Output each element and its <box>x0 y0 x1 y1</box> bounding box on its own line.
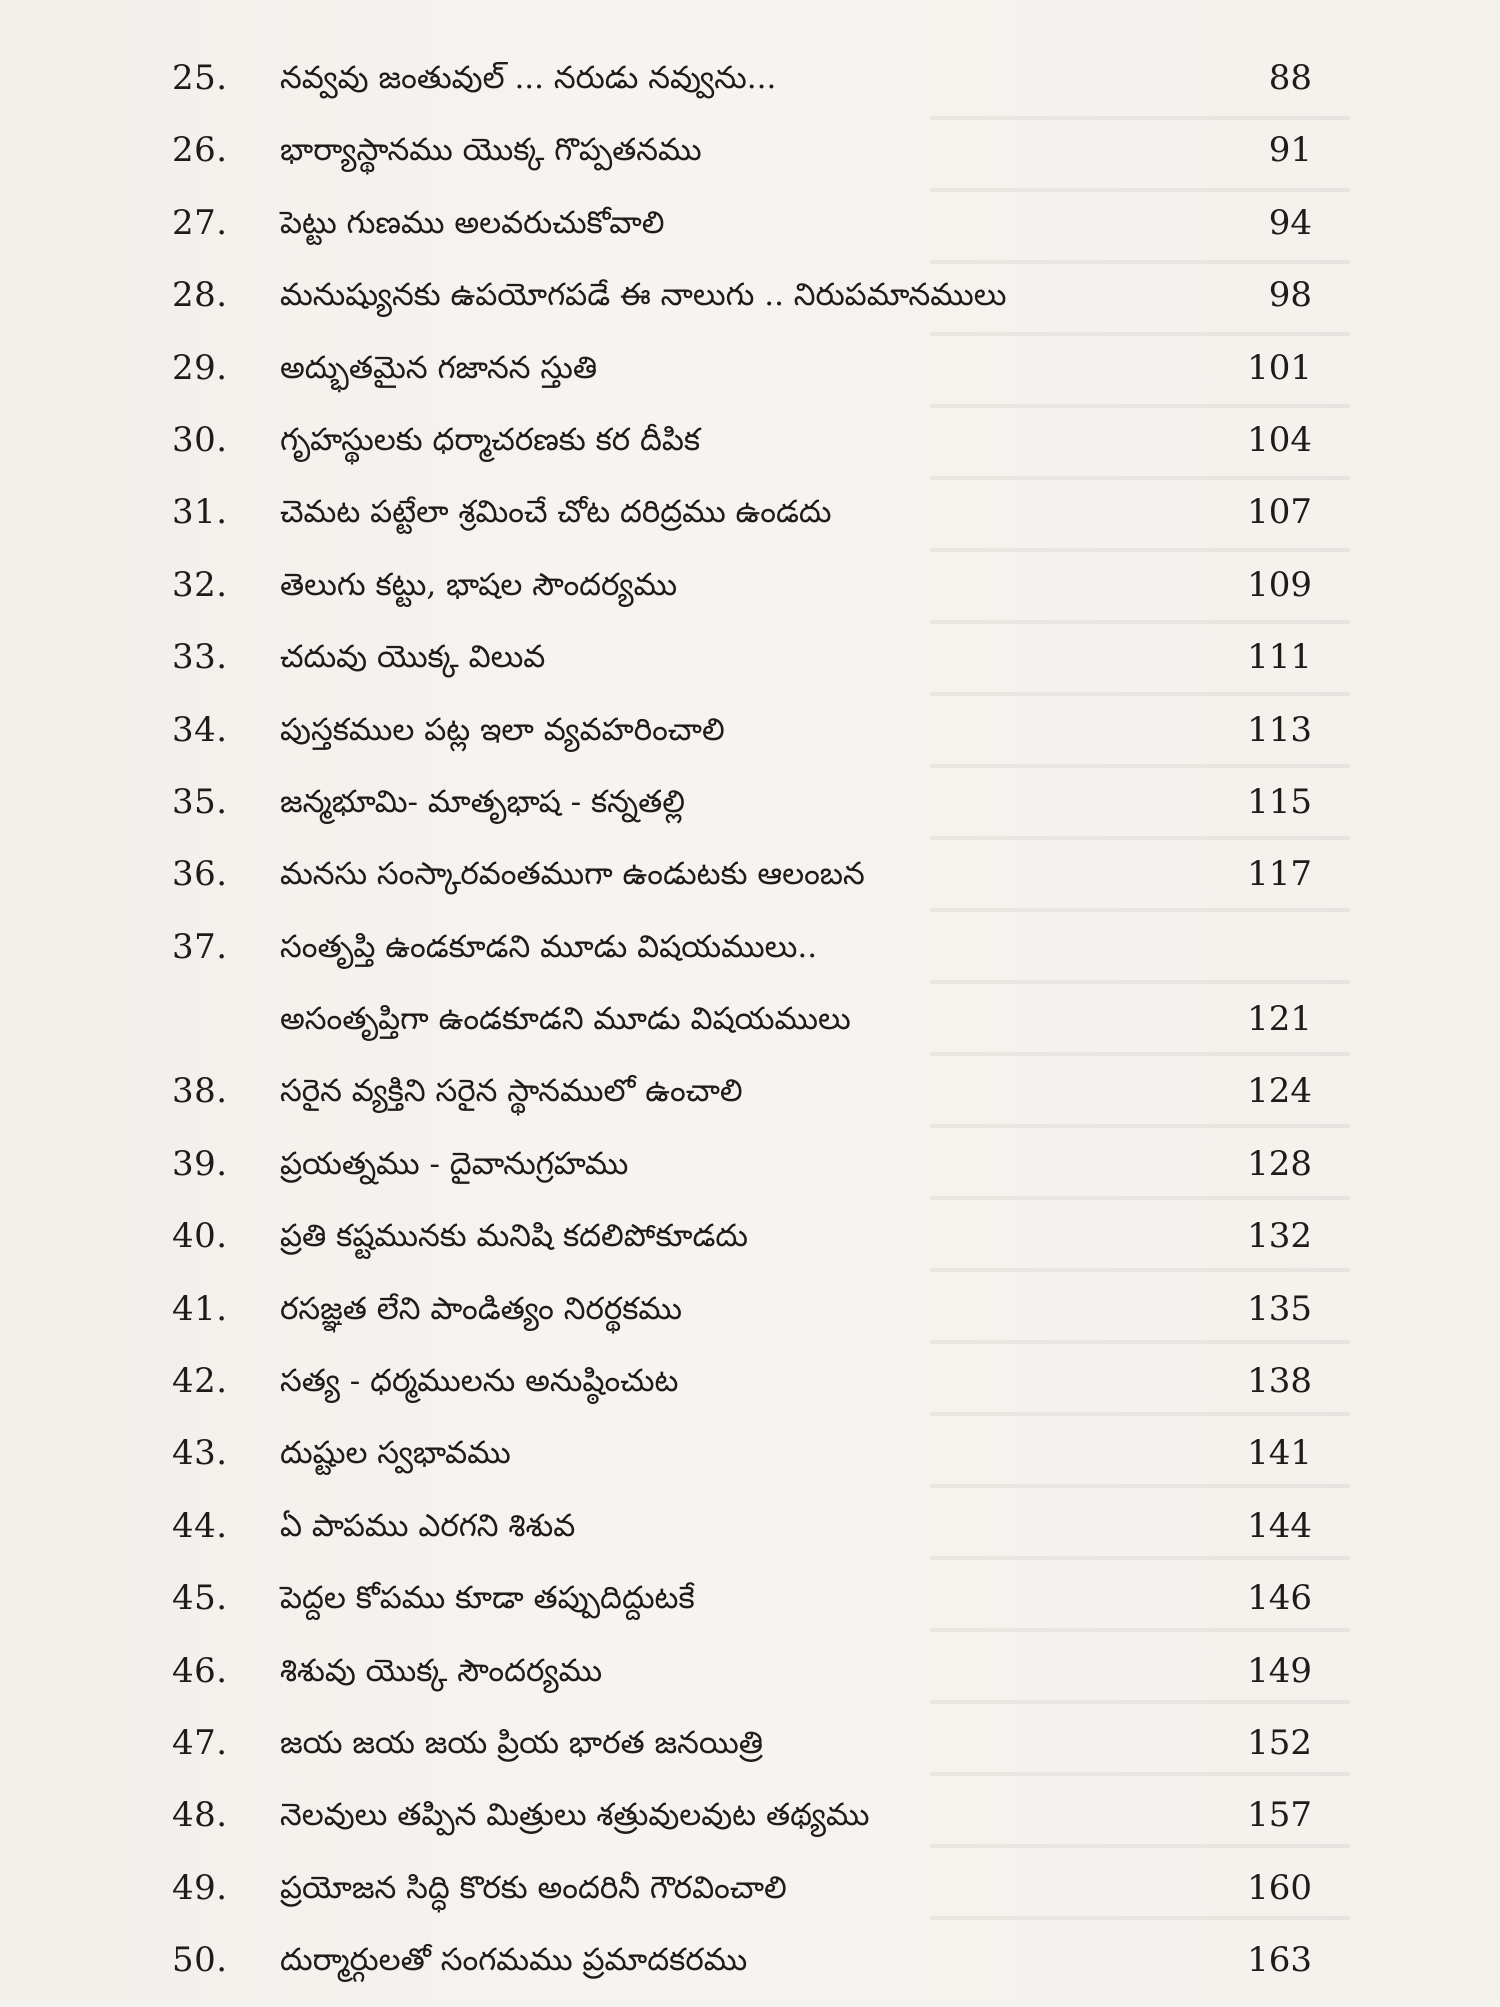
entry-title: ప్రయత్నము - దైవానుగ్రహము <box>280 1145 629 1182</box>
entry-number: 28. <box>172 275 228 316</box>
entry-title: శిశువు యొక్క సౌందర్యము <box>280 1652 603 1689</box>
entry-page-number: 128 <box>1247 1143 1312 1184</box>
toc-entry <box>0 921 1500 993</box>
entry-number: 38. <box>172 1071 228 1112</box>
toc-entry <box>0 1862 1500 1934</box>
toc-entry <box>0 124 1500 196</box>
toc-entry <box>0 631 1500 703</box>
entry-title: సత్య - ధర్మములను అనుష్ఠించుట <box>280 1363 679 1400</box>
entry-number: 35. <box>172 781 228 822</box>
entry-page-number: 152 <box>1247 1722 1312 1763</box>
entry-page-number: 135 <box>1247 1288 1312 1329</box>
entry-title: పెద్దల కోపము కూడా తప్పుదిద్దుటకే <box>280 1580 695 1617</box>
toc-entry <box>0 1065 1500 1137</box>
entry-number: 43. <box>172 1433 228 1474</box>
entry-page-number: 91 <box>1268 130 1312 171</box>
entry-page-number: 138 <box>1247 1361 1312 1402</box>
entry-number: 32. <box>172 564 228 605</box>
entry-page-number: 98 <box>1268 275 1312 316</box>
entry-title: పెట్టు గుణము అలవరుచుకోవాలి <box>280 204 665 241</box>
entry-page-number: 88 <box>1268 58 1312 98</box>
entry-page-number: 121 <box>1247 999 1312 1040</box>
toc-entry <box>0 776 1500 848</box>
entry-page-number: 146 <box>1247 1578 1312 1619</box>
toc-entry <box>0 1934 1500 2006</box>
entry-page-number: 157 <box>1247 1795 1312 1836</box>
entry-page-number: 117 <box>1247 854 1312 895</box>
toc-entry <box>0 993 1500 1065</box>
toc-entry <box>0 1645 1500 1717</box>
entry-number: 30. <box>172 419 228 460</box>
entry-title: అసంతృప్తిగా ఉండకూడని మూడు విషయములు <box>280 1001 851 1038</box>
entry-number: 45. <box>172 1578 228 1619</box>
entry-number: 39. <box>172 1143 228 1184</box>
entry-number: 44. <box>172 1505 228 1546</box>
entry-number: 47. <box>172 1722 228 1763</box>
entry-page-number: 101 <box>1247 347 1312 388</box>
entry-title: సంతృప్తి ఉండకూడని మూడు విషయములు.. <box>280 928 818 965</box>
entry-number: 49. <box>172 1867 228 1908</box>
entry-title: జన్మభూమి- మాతృభాష - కన్నతల్లి <box>280 783 685 820</box>
entry-title: చదువు యొక్క విలువ <box>280 639 546 676</box>
entry-page-number: 149 <box>1247 1650 1312 1691</box>
entry-number: 27. <box>172 202 228 243</box>
entry-page-number: 104 <box>1247 419 1312 460</box>
entry-page-number: 163 <box>1247 1940 1312 1981</box>
entry-page-number: 132 <box>1247 1216 1312 1257</box>
entry-page-number: 160 <box>1247 1867 1312 1908</box>
entry-number: 36. <box>172 854 228 895</box>
toc-entry <box>0 704 1500 776</box>
entry-number: 29. <box>172 347 228 388</box>
entry-number: 46. <box>172 1650 228 1691</box>
entry-page-number: 109 <box>1247 564 1312 605</box>
toc-entry <box>0 1427 1500 1499</box>
entry-number: 37. <box>172 926 228 967</box>
entry-title: ప్రయోజన సిద్ధి కొరకు అందరినీ గౌరవించాలి <box>280 1869 787 1906</box>
entry-title: జయ జయ జయ ప్రియ భారత జనయిత్రి <box>280 1724 764 1761</box>
entry-title: రసజ్ఞత లేని పాండిత్యం నిరర్థకము <box>280 1290 682 1327</box>
entry-title: భార్యాస్థానము యొక్క గొప్పతనము <box>280 132 702 169</box>
toc-entry <box>0 486 1500 558</box>
entry-number: 48. <box>172 1795 228 1836</box>
entry-number: 26. <box>172 130 228 171</box>
table-of-contents <box>0 52 1500 2007</box>
toc-entry <box>0 342 1500 414</box>
entry-page-number: 107 <box>1247 492 1312 533</box>
entry-title: ప్రతి కష్టమునకు మనిషి కదలిపోకూడదు <box>280 1218 748 1255</box>
entry-number: 34. <box>172 709 228 750</box>
toc-entry <box>0 52 1500 124</box>
toc-entry <box>0 414 1500 486</box>
entry-title: సరైన వ్యక్తిని సరైన స్థానములో ఉంచాలి <box>280 1073 743 1110</box>
entry-title: నెలవులు తప్పిన మిత్రులు శత్రువులవుట తథ్యము <box>280 1797 870 1834</box>
entry-page-number: 111 <box>1247 637 1312 678</box>
entry-title: చెమట పట్టేలా శ్రమించే చోట దరిద్రము ఉండదు <box>280 494 832 531</box>
entry-title: నవ్వవు జంతువుల్ ... నరుడు నవ్వును... <box>280 60 777 96</box>
entry-number: 50. <box>172 1940 228 1981</box>
toc-entry <box>0 1789 1500 1861</box>
toc-entry <box>0 1138 1500 1210</box>
entry-title: దుష్టుల స్వభావము <box>280 1435 511 1472</box>
toc-entry <box>0 1210 1500 1282</box>
toc-entry <box>0 1572 1500 1644</box>
entry-number: 41. <box>172 1288 228 1329</box>
toc-entry <box>0 269 1500 341</box>
entry-title: మనుష్యునకు ఉపయోగపడే ఈ నాలుగు .. నిరుపమానములు <box>280 277 1007 314</box>
entry-page-number: 124 <box>1247 1071 1312 1112</box>
entry-number: 33. <box>172 637 228 678</box>
entry-title: అద్భుతమైన గజానన స్తుతి <box>280 349 598 386</box>
entry-number: 31. <box>172 492 228 533</box>
entry-title: పుస్తకముల పట్ల ఇలా వ్యవహరించాలి <box>280 711 725 748</box>
toc-entry <box>0 848 1500 920</box>
entry-page-number: 94 <box>1268 202 1312 243</box>
toc-entry <box>0 1717 1500 1789</box>
entry-page-number: 115 <box>1247 781 1312 822</box>
entry-title: గృహస్థులకు ధర్మాచరణకు కర దీపిక <box>280 421 701 458</box>
toc-entry <box>0 197 1500 269</box>
toc-entry <box>0 1355 1500 1427</box>
entry-title: ఏ పాపము ఎరగని శిశువ <box>280 1507 576 1544</box>
entry-title: తెలుగు కట్టు, భాషల సౌందర్యము <box>280 566 678 603</box>
entry-number: 40. <box>172 1216 228 1257</box>
entry-number: 25. <box>172 58 228 98</box>
entry-page-number: 113 <box>1247 709 1312 750</box>
entry-page-number: 144 <box>1247 1505 1312 1546</box>
toc-entry <box>0 1500 1500 1572</box>
toc-entry <box>0 559 1500 631</box>
entry-title: దుర్మార్గులతో సంగమము ప్రమాదకరము <box>280 1942 748 1979</box>
entry-number: 42. <box>172 1361 228 1402</box>
entry-page-number: 141 <box>1247 1433 1312 1474</box>
toc-entry <box>0 1283 1500 1355</box>
entry-title: మనసు సంస్కారవంతముగా ఉండుటకు ఆలంబన <box>280 856 865 893</box>
